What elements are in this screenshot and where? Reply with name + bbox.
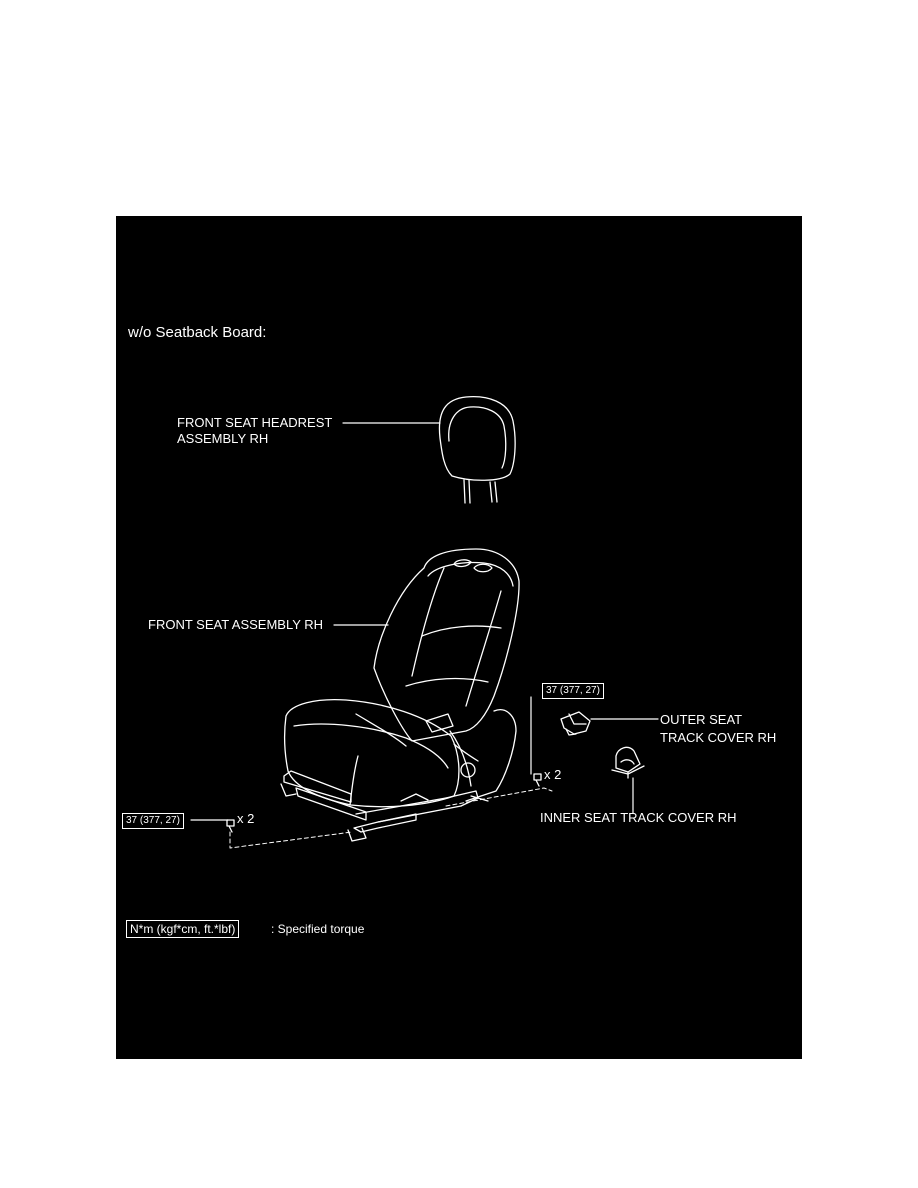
- outer-cover-drawing: [561, 712, 590, 735]
- outer-cover-label-line-2: TRACK COVER RH: [660, 730, 777, 745]
- headrest-label-line-2: ASSEMBLY RH: [177, 431, 269, 446]
- torque-legend-text: : Specified torque: [271, 922, 365, 936]
- bolt-quantity-front: x 2: [544, 767, 562, 782]
- diagram-panel: [116, 216, 802, 1059]
- torque-unit-legend: N*m (kgf*cm, ft.*lbf): [126, 920, 239, 938]
- front-seat-label: FRONT SEAT ASSEMBLY RH: [148, 617, 324, 632]
- bolt-quantity-rear: x 2: [237, 811, 255, 826]
- diagram-heading: w/o Seatback Board:: [128, 324, 267, 341]
- seat-track-drawing: [281, 771, 488, 841]
- torque-spec-front: 37 (377, 27): [542, 683, 604, 699]
- torque-spec-rear: 37 (377, 27): [122, 813, 184, 829]
- headrest-label-line-1: FRONT SEAT HEADREST: [177, 415, 333, 430]
- headrest-drawing: [439, 397, 515, 503]
- outer-cover-label-line-1: OUTER SEAT: [660, 712, 743, 727]
- alignment-lines: [230, 788, 552, 848]
- inner-cover-label: INNER SEAT TRACK COVER RH: [540, 810, 737, 825]
- seatback-drawing: [374, 549, 519, 741]
- seat-cushion-drawing: [285, 700, 516, 807]
- bolt-drawings: [227, 774, 541, 832]
- inner-cover-drawing: [612, 747, 644, 778]
